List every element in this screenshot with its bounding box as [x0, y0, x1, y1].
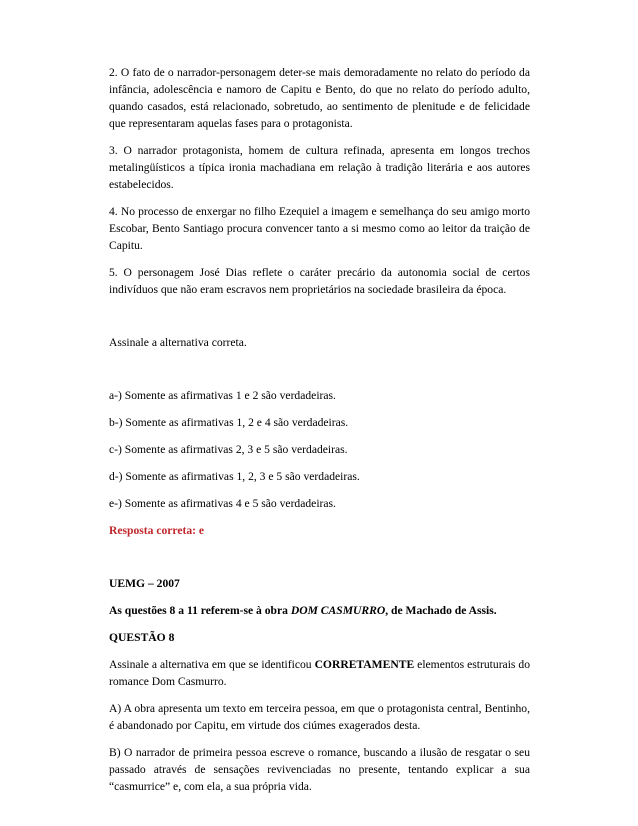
question-statement [109, 656, 530, 690]
exam-intro [109, 602, 530, 619]
exam-intro-after: , de Machado de Assis. [385, 604, 497, 617]
correct-answer: Resposta correta: e [109, 524, 205, 537]
question-title: QUESTÃO 8 [109, 631, 175, 644]
statement-3: 3. O narrador protagonista, homem de cultura refinada, apresenta em longos trechos metalingüísticos a típica ironia machadiana em relação à tradição literária e aos autores estabelecidos. [109, 144, 530, 191]
exam-intro-before: As questões 8 a 11 referem-se à obra [109, 604, 291, 617]
option-e: e-) Somente as afirmativas 4 e 5 são verdadeiras. [109, 497, 336, 510]
exam-intro-work: DOM CASMURRO [290, 604, 386, 617]
option-c: c-) Somente as afirmativas 2, 3 e 5 são verdadeiras. [109, 443, 348, 456]
question-prompt: Assinale a alternativa correta. [109, 336, 247, 349]
option-d: d-) Somente as afirmativas 1, 2, 3 e 5 são verdadeiras. [109, 470, 360, 483]
statement-4: 4. No processo de enxergar no filho Ezequiel a imagem e semelhança do seu amigo morto Escobar, Bento Santiago procura convencer tanto a si mesmo como ao leitor da traição de Capitu. [109, 205, 530, 252]
statement-2: 2. O fato de o narrador-personagem deter-se mais demoradamente no relato do período da infância, adolescência e namoro de Capitu e Bento, do que no relato do período adulto, quando casados, está relacionado, sobretudo, ao sentimento de plenitude e de felicidade que representaram aquelas fases para o protagonista. [109, 66, 530, 130]
question-emphasis: CORRETAMENTE [314, 658, 415, 671]
document-page [109, 64, 530, 795]
question-before: Assinale a alternativa em que se identificou [109, 658, 315, 671]
alternative-b: B) O narrador de primeira pessoa escreve o romance, buscando a ilusão de resgatar o seu passado através de sensações revivenciadas no presente, tentando explicar a sua “casmurrice” e, com ela, a sua própria vida. [109, 746, 530, 793]
statement-5: 5. O personagem José Dias reflete o caráter precário da autonomia social de certos indivíduos que não eram escravos nem proprietários na sociedade brasileira da época. [109, 266, 530, 296]
alternative-a: A) A obra apresenta um texto em terceira pessoa, em que o protagonista central, Bentinho, é abandonado por Capitu, em virtude dos ciúmes exagerados desta. [109, 702, 530, 732]
option-b: b-) Somente as afirmativas 1, 2 e 4 são verdadeiras. [109, 416, 349, 429]
exam-source: UEMG – 2007 [109, 577, 180, 590]
option-a: a-) Somente as afirmativas 1 e 2 são verdadeiras. [109, 389, 336, 402]
question-after: elementos estruturais do romance Dom Casmurro. [109, 658, 530, 688]
